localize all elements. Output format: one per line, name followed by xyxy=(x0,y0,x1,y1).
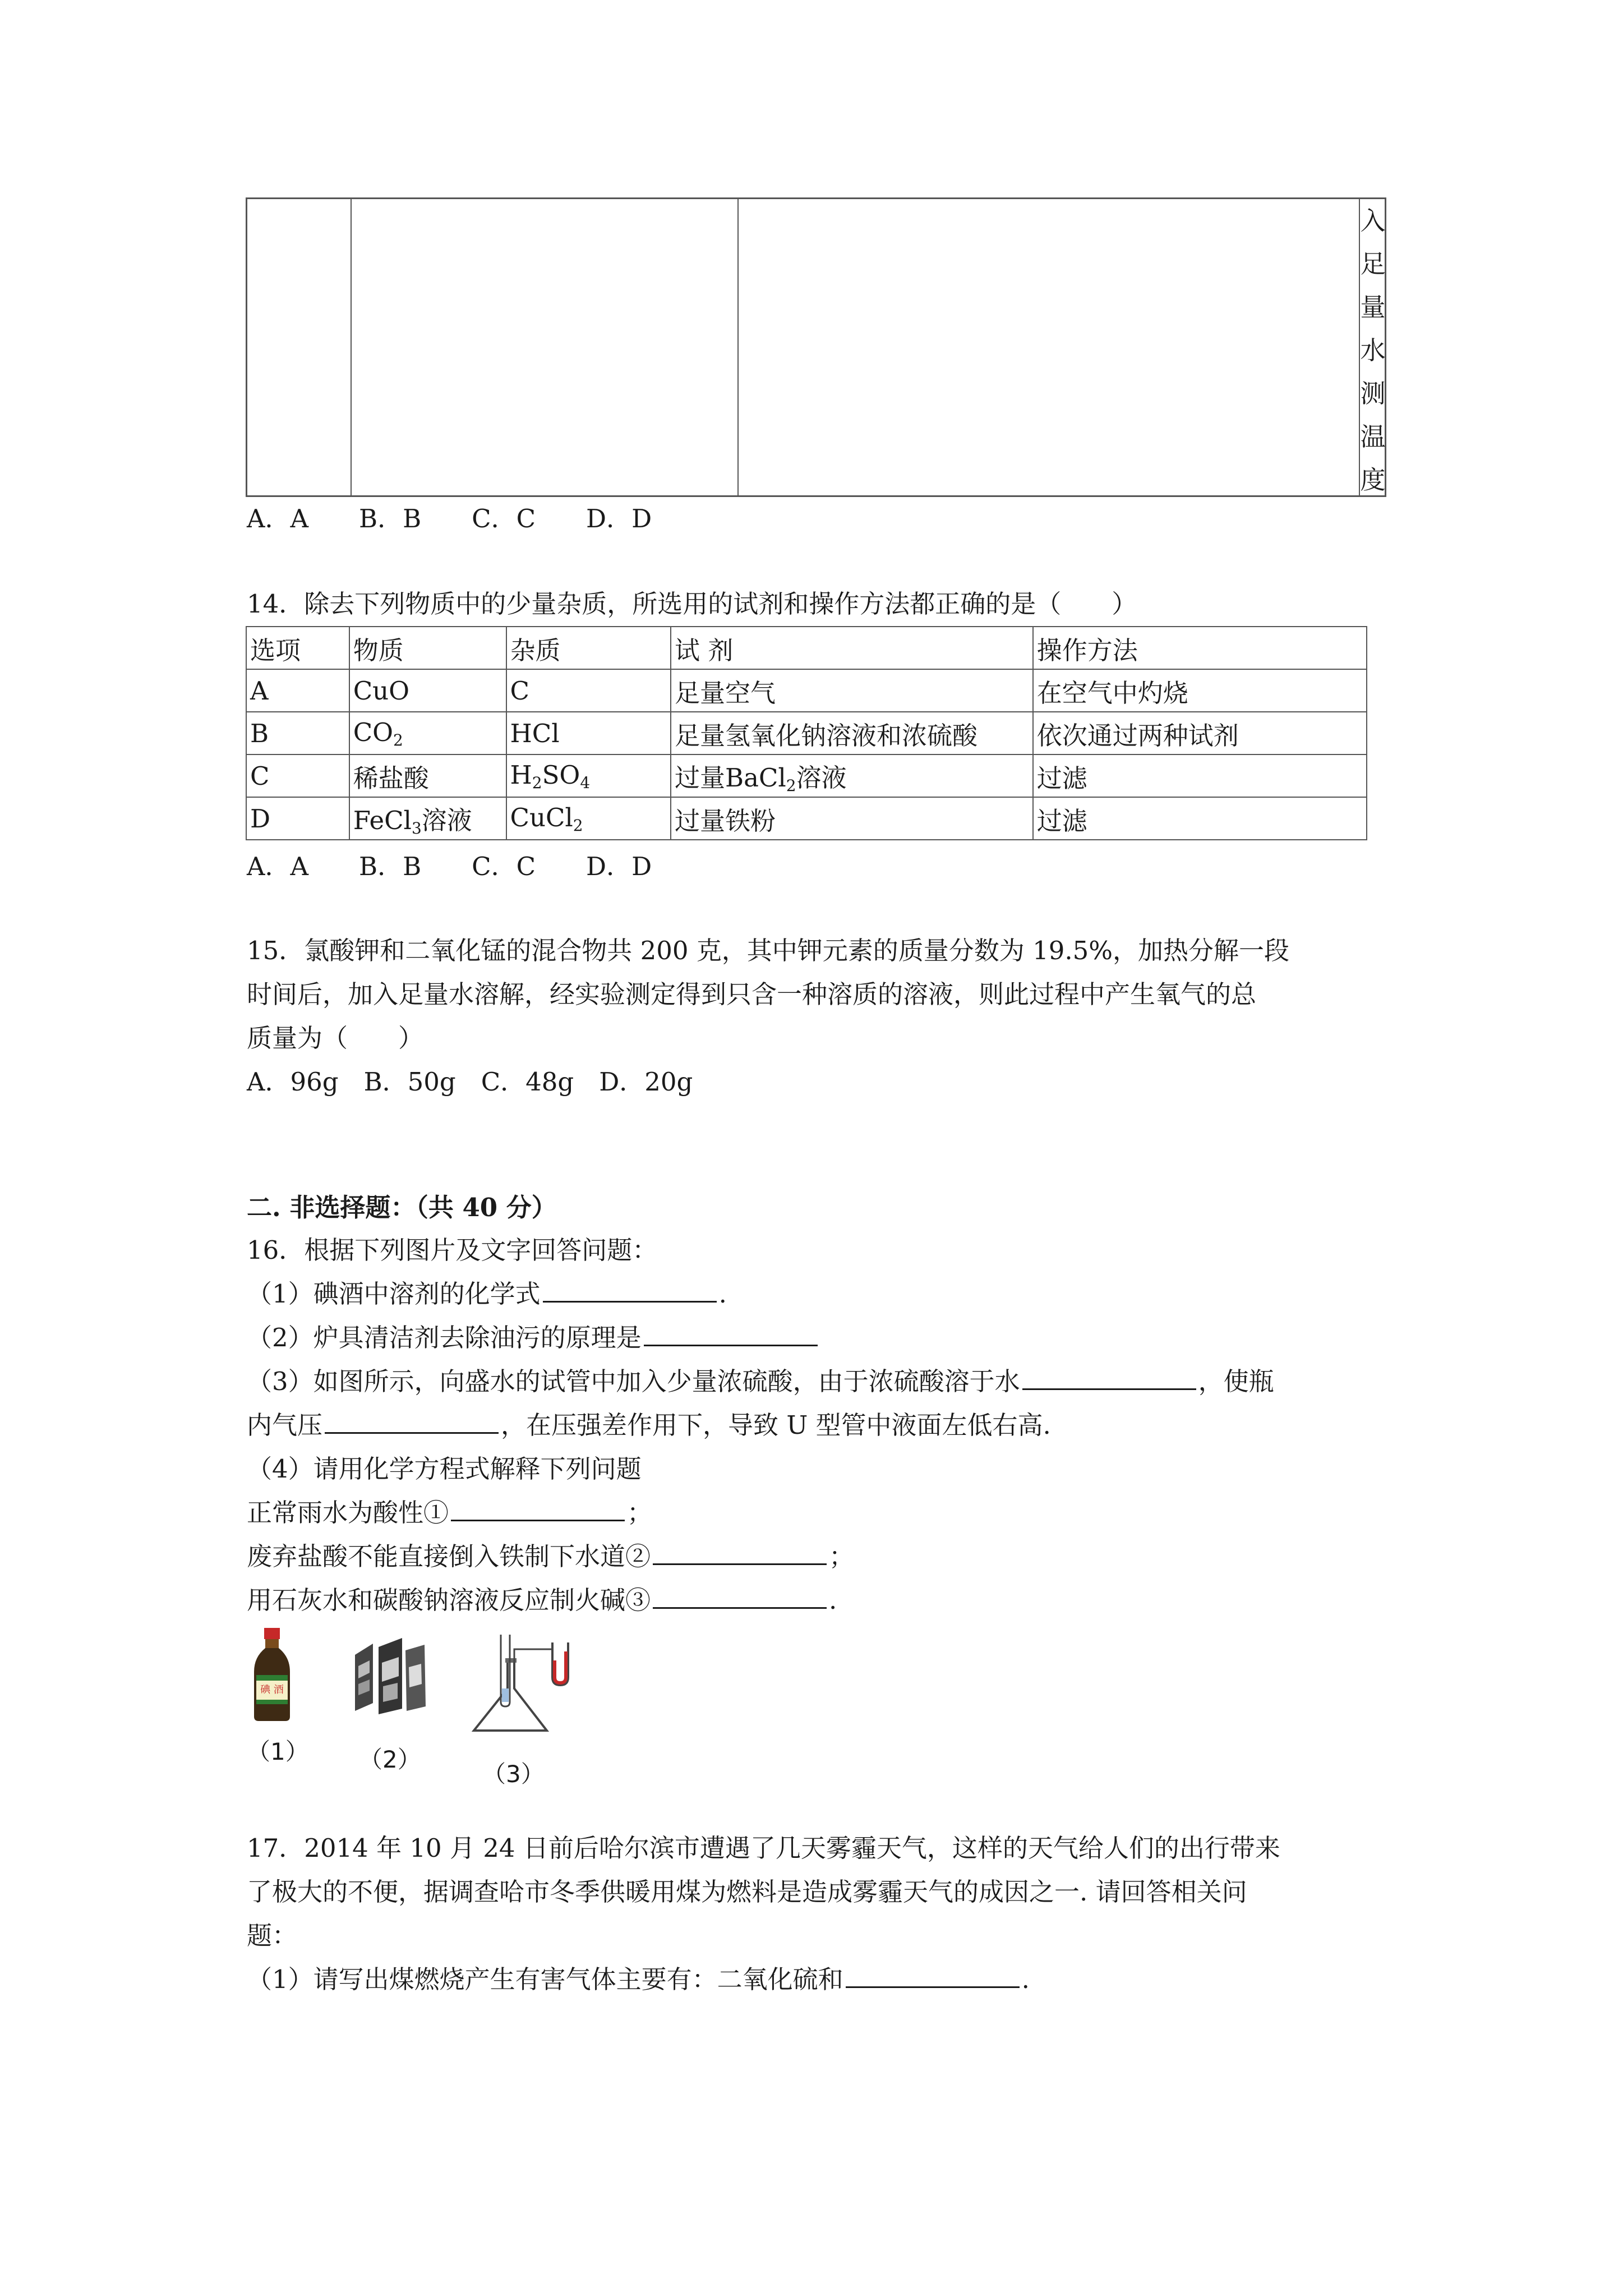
q14-option-cell: D xyxy=(246,797,349,840)
formula-subscript: 2 xyxy=(393,730,403,749)
reagent-text: 足量氢氧化钠溶液和浓硫酸 xyxy=(675,720,978,751)
equation-prompt: 正常雨水为酸性① xyxy=(247,1498,449,1527)
vchar: 温 xyxy=(1360,422,1386,452)
q16-part-3-text: （3）如图所示，向盛水的试管中加入少量浓硫酸，由于浓硫酸溶于水 xyxy=(247,1366,1020,1396)
q13-options: A．A B．B C．C D．D xyxy=(247,504,652,533)
q14-reagent-cell xyxy=(671,669,1033,712)
q14-header-cell: 操作方法 xyxy=(1033,627,1367,669)
q14-header-cell: 选项 xyxy=(246,627,349,669)
q16-part-1-end: . xyxy=(718,1279,727,1309)
vchar: 度 xyxy=(1360,465,1386,495)
formula-text: 溶液 xyxy=(421,805,472,835)
vchar: 测 xyxy=(1360,379,1386,408)
q14-option-cell: A xyxy=(246,669,349,712)
q16-part-1 xyxy=(247,1272,727,1316)
bottle-label-text: 碘 酒 xyxy=(260,1684,284,1696)
formula-subscript: 4 xyxy=(580,773,591,792)
q17-line-3: 题： xyxy=(247,1921,298,1950)
formula-text: FeCl xyxy=(353,805,412,835)
q14-impurity-cell xyxy=(506,754,671,797)
reagent-text: 溶液 xyxy=(796,762,847,793)
formula-text: C xyxy=(510,675,529,706)
q14-header-cell: 物质 xyxy=(349,627,506,669)
formula-subscript: 2 xyxy=(786,776,796,795)
equation-end: . xyxy=(829,1585,837,1615)
answer-blank[interactable] xyxy=(451,1497,625,1521)
q14-header-cell: 杂质 xyxy=(506,627,671,669)
q15-line-2: 时间后，加入足量水溶解，经实验测定得到只含一种溶质的溶液，则此过程中产生氧气的总 xyxy=(247,979,1257,1009)
table-row xyxy=(246,669,1367,712)
answer-blank[interactable] xyxy=(543,1278,717,1303)
figure-label: （3） xyxy=(482,1760,545,1788)
stove-cleaner-figure xyxy=(351,1632,429,1719)
q14-table xyxy=(246,626,1367,840)
table-row xyxy=(246,797,1367,840)
q14-substance-cell xyxy=(349,797,506,840)
table-row xyxy=(246,754,1367,797)
formula-text: 稀盐酸 xyxy=(353,763,429,793)
q14-stem: 14．除去下列物质中的少量杂质，所选用的试剂和操作方法都正确的是（ ） xyxy=(247,589,1137,619)
q14-substance-cell xyxy=(349,669,506,712)
iodine-tincture-bottle-figure xyxy=(250,1627,294,1722)
q16-part-1-text: （1）碘酒中溶剂的化学式 xyxy=(247,1279,541,1309)
answer-blank[interactable] xyxy=(644,1322,818,1346)
figure-label: （1） xyxy=(247,1738,309,1765)
q16-equation-2 xyxy=(247,1535,854,1579)
q16-part-2-text: （2）炉具清洁剂去除油污的原理是 xyxy=(247,1323,642,1352)
table-row xyxy=(246,712,1367,754)
q13-vertical-text xyxy=(1360,199,1386,501)
q17-part-1-end: . xyxy=(1021,1964,1030,1994)
q16-part-2 xyxy=(247,1316,820,1360)
section-title: 二. 非选择题：（共 40 分） xyxy=(247,1193,557,1222)
q17-part-1-text: （1）请写出煤燃烧产生有害气体主要有：二氧化硫和 xyxy=(247,1964,843,1994)
q14-impurity-cell xyxy=(506,669,671,712)
q14-reagent-cell xyxy=(671,754,1033,797)
q16-part-3-text: 内气压 xyxy=(247,1410,323,1440)
reagent-text: 足量空气 xyxy=(675,678,776,708)
q16-part-4: （4）请用化学方程式解释下列问题 xyxy=(247,1454,642,1484)
q14-reagent-cell xyxy=(671,712,1033,754)
q16-part-3-text: ，使瓶 xyxy=(1198,1366,1274,1396)
q16-part-3-line-1 xyxy=(247,1360,1274,1404)
equation-prompt: 废弃盐酸不能直接倒入铁制下水道② xyxy=(247,1542,651,1571)
flask-u-tube-figure xyxy=(468,1627,592,1741)
q14-impurity-cell xyxy=(506,712,671,754)
q13-col-divider-1 xyxy=(351,199,352,495)
formula-text: HCl xyxy=(510,718,560,748)
answer-blank[interactable] xyxy=(846,1964,1020,1988)
formula-subscript: 2 xyxy=(532,773,542,792)
formula-text: CO xyxy=(353,717,394,747)
q15-options: A．96g B．50g C．48g D．20g xyxy=(247,1067,693,1097)
q17-line-2: 了极大的不便，据调查哈市冬季供暖用煤为燃料是造成雾霾天气的成因之一. 请回答相关问 xyxy=(247,1877,1247,1907)
answer-blank[interactable] xyxy=(653,1541,827,1565)
equation-prompt: 用石灰水和碳酸钠溶液反应制火碱③ xyxy=(247,1585,651,1615)
formula-text: CuCl xyxy=(510,802,573,832)
q13-col-divider-2 xyxy=(737,199,739,495)
figure-label: （2） xyxy=(359,1746,421,1773)
formula-text: H xyxy=(510,760,532,790)
q14-header-row xyxy=(246,627,1367,669)
q14-option-cell: C xyxy=(246,754,349,797)
answer-blank[interactable] xyxy=(325,1410,499,1434)
bottle-icon xyxy=(250,1627,294,1722)
q15-line-3: 质量为（ ） xyxy=(247,1023,424,1053)
reagent-text: 过量铁粉 xyxy=(675,806,776,836)
equation-end: ； xyxy=(627,1498,653,1527)
q14-reagent-cell xyxy=(671,797,1033,840)
vchar: 量 xyxy=(1360,292,1386,322)
formula-subscript: 2 xyxy=(573,816,583,835)
q14-method-cell: 在空气中灼烧 xyxy=(1033,669,1367,712)
q14-method-cell: 过滤 xyxy=(1033,754,1367,797)
formula-text: SO xyxy=(542,760,580,790)
q17-part-1 xyxy=(247,1958,1030,2001)
equation-end: ； xyxy=(829,1542,855,1571)
answer-blank[interactable] xyxy=(653,1585,827,1609)
q16-equation-3 xyxy=(247,1579,837,1622)
formula-text: CuO xyxy=(353,675,410,706)
q14-header-cell: 试 剂 xyxy=(671,627,1033,669)
q14-option-cell: B xyxy=(246,712,349,754)
answer-blank[interactable] xyxy=(1022,1366,1196,1390)
cleaner-bottles-icon xyxy=(351,1632,429,1717)
vchar: 水 xyxy=(1360,335,1386,365)
q14-substance-cell xyxy=(349,712,506,754)
q13-table-tail xyxy=(246,197,1386,497)
q16-part-3-line-2 xyxy=(247,1404,1051,1447)
vchar: 入 xyxy=(1360,206,1386,236)
formula-subscript: 3 xyxy=(411,818,422,838)
q14-method-cell: 过滤 xyxy=(1033,797,1367,840)
q15-line-1: 15．氯酸钾和二氧化锰的混合物共 200 克，其中钾元素的质量分数为 19.5%，加热分解一段 xyxy=(247,936,1290,965)
flask-apparatus-icon xyxy=(468,1627,592,1739)
q14-substance-cell xyxy=(349,754,506,797)
reagent-text: 过量BaCl xyxy=(675,762,786,793)
q17-line-1: 17．2014 年 10 月 24 日前后哈尔滨市遭遇了几天雾霾天气，这样的天气给人们的出行带来 xyxy=(247,1833,1280,1863)
vchar: 足 xyxy=(1360,249,1386,279)
q16-stem: 16．根据下列图片及文字回答问题： xyxy=(247,1235,658,1265)
q16-equation-1 xyxy=(247,1491,652,1535)
q14-impurity-cell xyxy=(506,797,671,840)
q14-options: A．A B．B C．C D．D xyxy=(247,852,652,881)
q16-part-3-text: ，在压强差作用下，导致 U 型管中液面左低右高. xyxy=(501,1410,1051,1440)
q14-method-cell: 依次通过两种试剂 xyxy=(1033,712,1367,754)
